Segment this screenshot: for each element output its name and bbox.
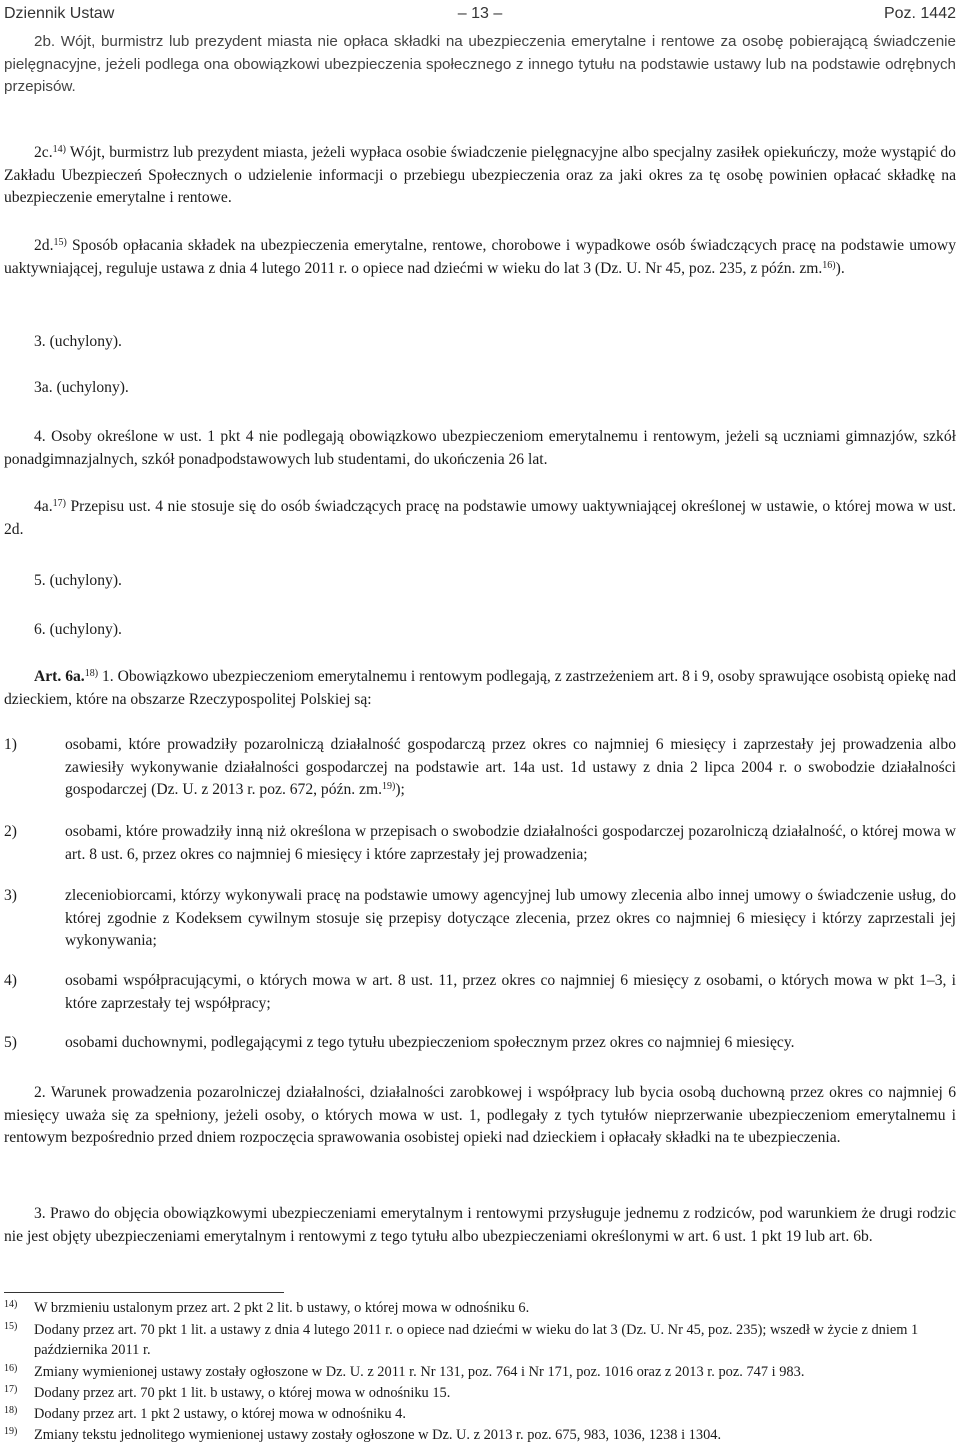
footnote-ref[interactable]: 14) <box>52 144 66 155</box>
footnote: 18) Dodany przez art. 1 pkt 2 ustawy, o której mowa w odnośniku 4. <box>4 1405 406 1422</box>
paragraph-6: 6. (uchylony). <box>34 621 122 638</box>
list-item: 4) osobami współpracującymi, o których mowa w art. 8 ust. 11, przez okres co najmniej 6 miesięcy z osobami, o których mowa w pkt 1–3, i które zaprzestały tej współpracy; <box>4 972 956 1012</box>
footnote-divider <box>4 1292 284 1293</box>
paragraph-2c: 2c.$^{14)}$ Wójt, burmistrz lub prezydent miasta, jeżeli wypłaca osobie świadczenie pielęgnacyjne albo specjalny zasiłek opiekuńczy, może wystąpić do Zakładu Ubezpieczeń Społecznych o udzielenie informacji o przebiegu ubezpieczenia oraz za jaki okres za tę osobę powinien opłacać składkę na ubezpieczenie emerytalne i rentowe. <box>4 144 956 206</box>
paragraph-s3: 3. Prawo do objęcia obowiązkowymi ubezpieczeniami emerytalnym i rentowymi przysługuje jednemu z rodziców, pod warunkiem że drugi rodzic nie jest objęty ubezpieczeniami emerytalnym i rentowymi z tego tytułu albo ubezpieczeniami określonymi w art. 6 ust. 1 pkt 19 lub art. 6b. <box>4 1205 956 1245</box>
footnote-ref[interactable]: 17) <box>52 498 66 509</box>
footnote-ref[interactable]: 15) <box>53 237 67 248</box>
page-number: – 13 – <box>457 5 503 22</box>
paragraph-5: 5. (uchylony). <box>34 572 122 589</box>
list-item: 3) zleceniobiorcami, którzy wykonywali pracę na podstawie umowy agencyjnej lub umowy zlecenia albo innej umowy o świadczenie usług, do której zgodnie z Kodeksem cywilnym stosuje się przepisy dotyczące zlecenia, przez okres co najmniej 6 miesięcy i którzy zaprzestali jej wykonywania; <box>4 887 956 949</box>
list-item: 2) osobami, które prowadziły inną niż określona w przepisach o swobodzie działalności gospodarczej pozarolniczą działalność, o której mowa w art. 8 ust. 6, przez okres co najmniej 6 miesięcy i które zaprzestały jej prowadzenia; <box>4 823 956 863</box>
footnote: 19) Zmiany tekstu jednolitego wymienionej ustawy zostały ogłoszone w Dz. U. z 2013 r. poz. 675, 983, 1036, 1238 i 1304. <box>4 1426 722 1443</box>
article-label: Art. 6a. <box>34 668 85 685</box>
footnote-ref[interactable]: 16) <box>822 259 836 271</box>
footnote: 16) Zmiany wymienionej ustawy zostały ogłoszone w Dz. U. z 2011 r. Nr 131, poz. 764 i Nr 171, poz. 1016 oraz z 2013 r. poz. 747 i 983. <box>4 1363 805 1380</box>
paragraph-3a: 3a. (uchylony). <box>34 379 129 396</box>
footnote: 17) Dodany przez art. 70 pkt 1 lit. b ustawy, o której mowa w odnośniku 15. <box>4 1384 451 1401</box>
paragraph-4: 4. Osoby określone w ust. 1 pkt 4 nie podlegają obowiązkowo ubezpieczeniom emerytalnemu i rentowym, jeżeli są uczniami gimnazjów, szkół ponadgimnazjalnych, szkół ponadpodstawowych lub studentami, do ukończenia 26 lat. <box>4 428 956 468</box>
footnote-ref[interactable]: 19) <box>381 781 396 792</box>
position-number: Poz. 1442 <box>883 5 956 22</box>
paragraph-3: 3. (uchylony). <box>34 333 122 350</box>
list-item: 1) osobami, które prowadziły pozarolniczą działalność gospodarczą przez okres co najmniej 6 miesięcy i zaprzestały jej prowadzenia albo zawiesiły wykonywanie działalności gospodarczej na podstawie art. 14a ust. 1d ustawy z dnia 2 lipca 2004 r. o swobodzie działalności gospodarczej (Dz. U. z 2013 r. poz. 672, późn. zm.$^{19)}$); <box>4 736 956 798</box>
article-6a: Art. 6a.$^{18)}$ 1. Obowiązkowo ubezpieczeniom emerytalnemu i rentowym podlegają, z zastrzeżeniem art. 8 i 9, osoby sprawujące osobistą opiekę nad dzieckiem, które na obszarze Rzeczypospolitej Polskiej są: <box>4 668 956 708</box>
page-header <box>4 3 956 23</box>
list-item: 5) osobami duchownymi, podlegającymi z tego tytułu ubezpieczeniom społecznym przez okres co najmniej 6 miesięcy. <box>4 1034 795 1051</box>
footnote: 14) W brzmieniu ustalonym przez art. 2 pkt 2 lit. b ustawy, o której mowa w odnośniku 6. <box>4 1299 530 1316</box>
paragraph-4a: 4a.$^{17)}$ Przepisu ust. 4 nie stosuje się do osób świadczących pracę na podstawie umowy uaktywniającej określonej w ustawie, o której mowa w ust. 2d. <box>4 498 956 538</box>
footnote: 15) Dodany przez art. 70 pkt 1 lit. a ustawy z dnia 4 lutego 2011 r. o opiece nad dziećmi w wieku do lat 3 (Dz. U. Nr 45, poz. 235); wszedł w życie z dniem 1 października 2011 r. <box>4 1321 919 1358</box>
paragraph-2b: 2b. Wójt, burmistrz lub prezydent miasta nie opłaca składki na ubezpieczenia emerytalne i rentowe za osobę pobierającą świadczenie pielęgnacyjne, jeżeli podlega ona obowiązkowi ubezpieczenia społecznego z innego tytułu na podstawie ustawy lub na podstawie odrębnych przepisów. <box>4 33 956 95</box>
paragraph-s2: 2. Warunek prowadzenia pozarolniczej działalności, działalności zarobkowej i współpracy lub bycia osobą duchowną przez okres co najmniej 6 miesięcy uważa się za spełniony, jeżeli osoby, o których mowa w ust. 1, podlegały z tych tytułów nieprzerwanie ubezpieczeniom emerytalnemu i rentowym bezpośrednio przed dniem rozpoczęcia sprawowania osobistej opieki nad dzieckiem i opłacały składki na te ubezpieczenia. <box>4 1084 956 1146</box>
journal-title: Dziennik Ustaw <box>4 5 115 22</box>
footnote-ref[interactable]: 18) <box>84 668 99 679</box>
paragraph-2d: 2d.$^{15)}$ Sposób opłacania składek na ubezpieczenia emerytalne, rentowe, chorobowe i wypadkowe osób świadczących pracę na podstawie umowy uaktywniającej, reguluje ustawa z dnia 4 lutego 2011 r. o opiece nad dziećmi w wieku do lat 3 (Dz. U. Nr 45, poz. 235, z późn. zm.$^{16)}$). <box>4 237 956 277</box>
